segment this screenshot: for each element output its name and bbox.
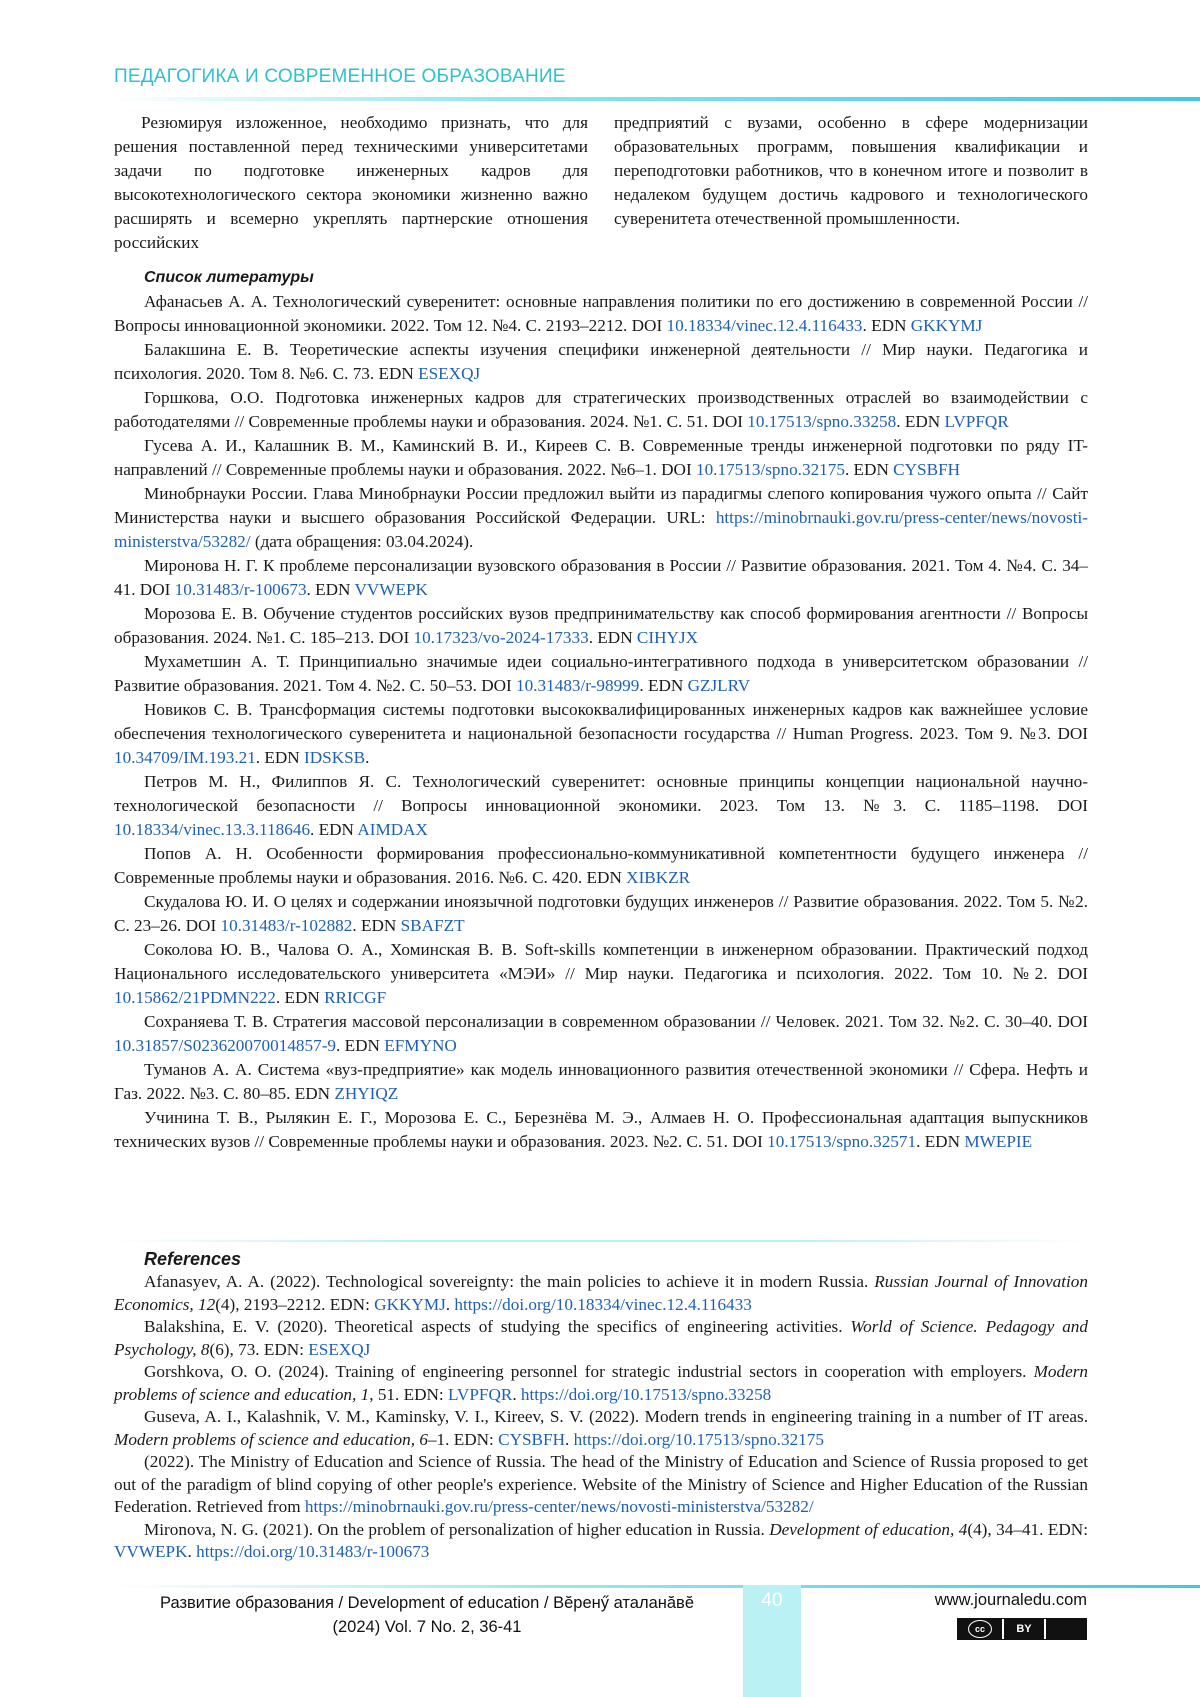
edn-link[interactable]: ZHYIQZ [334, 1084, 398, 1103]
reference-source: Russian Journal of Innovation Economics, 12 [114, 1272, 1088, 1314]
reference-text: Гусева А. И., Калашник В. М., Каминский В. И., Киреев С. В. Современные тренды инженерной подготовки по ряду IT-направлений // Современные проблемы науки и образования. 2022. №6–1. DOI [114, 436, 1088, 479]
reference-separator: . [512, 1385, 521, 1404]
reference-source: World of Science. Pedagogy and Psychology, 8 [114, 1317, 1088, 1359]
reference-text: Миронова Н. Г. К проблеме персонализации вузовского образования в России // Развитие образования. 2021. Том 4. №4. С. 34–41. DOI [114, 556, 1088, 599]
doi-link[interactable]: 10.31483/r-98999 [516, 676, 639, 695]
reference-item [114, 386, 1088, 434]
reference-separator: . EDN [336, 1036, 384, 1055]
edn-link[interactable]: GKKYMJ [911, 316, 983, 335]
doi-link[interactable]: 10.18334/vinec.13.3.118646 [114, 820, 310, 839]
references-ru-heading: Список литературы [144, 266, 1088, 290]
edn-link[interactable]: GZJLRV [688, 676, 751, 695]
references-ru-section [114, 266, 1088, 1154]
reference-item [114, 338, 1088, 386]
edn-link[interactable]: ESEXQJ [418, 364, 480, 383]
reference-item [114, 1519, 1088, 1564]
reference-text: Минобрнауки России. Глава Минобрнауки России предложил выйти из парадигмы слепого копирования чужого опыта // Сайт Министерства науки и высшего образования Российской Федерации. URL: [114, 484, 1088, 527]
reference-details: (4), 34–41. EDN: [967, 1520, 1088, 1539]
reference-details: –1. EDN: [428, 1430, 498, 1449]
references-divider [114, 1240, 1088, 1242]
journal-issue: (2024) Vol. 7 No. 2, 36-41 [130, 1615, 724, 1639]
reference-text: Мухаметшин А. Т. Принципиально значимые идеи социально-интегративного подхода в университетском образовании // Развитие образования. 2021. Том 4. №2. С. 50–53. DOI [114, 652, 1088, 695]
doi-link[interactable]: 10.18334/vinec.12.4.116433 [666, 316, 862, 335]
reference-text: Соколова Ю. В., Чалова О. А., Хоминская В. В. Soft-skills компетенции в инженерном образовании. Практический подход Национального исследовательского университета «МЭИ» // Мир науки. Педагогика и психология. 2022. Том 10. №2. DOI [114, 940, 1088, 983]
reference-separator: . EDN [276, 988, 324, 1007]
reference-item [114, 554, 1088, 602]
doi-link[interactable]: https://minobrnauki.gov.ru/press-center/news/novosti-ministerstva/53282/ [305, 1497, 814, 1516]
reference-item [114, 770, 1088, 842]
reference-separator: . EDN [845, 460, 893, 479]
references-en-heading: References [144, 1247, 1088, 1271]
reference-separator: . EDN [256, 748, 304, 767]
edn-link[interactable]: CYSBFH [893, 460, 960, 479]
reference-item [114, 890, 1088, 938]
reference-separator: . EDN [352, 916, 400, 935]
reference-item [114, 938, 1088, 1010]
reference-text: Туманов А. А. Система «вуз-предприятие» как модель инновационного развития отечественной экономики // Сфера. Нефть и Газ. 2022. №3. С. 80–85. EDN [114, 1060, 1088, 1103]
journal-title: Развитие образования / Development of education / Вĕренӳ аталанăвĕ [130, 1591, 724, 1615]
running-header: ПЕДАГОГИКА И СОВРЕМЕННОЕ ОБРАЗОВАНИЕ [114, 66, 566, 88]
reference-separator: . EDN [863, 316, 911, 335]
reference-item [114, 482, 1088, 554]
reference-separator: . [446, 1295, 455, 1314]
edn-link[interactable]: CIHYJX [637, 628, 698, 647]
reference-item [114, 1058, 1088, 1106]
doi-link[interactable]: 10.17513/spno.32175 [696, 460, 845, 479]
doi-link[interactable]: 10.15862/21PDMN222 [114, 988, 276, 1007]
reference-separator: . EDN [639, 676, 687, 695]
reference-item [114, 434, 1088, 482]
doi-link[interactable]: https://doi.org/10.18334/vinec.12.4.116433 [454, 1295, 751, 1314]
reference-tail: . [365, 748, 369, 767]
reference-text: Балакшина Е. В. Теоретические аспекты изучения специфики инженерной деятельности // Мир науки. Педагогика и психология. 2020. Том 8. №6. С. 73. EDN [114, 340, 1088, 383]
intro-column-right [614, 111, 1088, 231]
edn-link[interactable]: GKKYMJ [374, 1295, 446, 1314]
reference-item [114, 1406, 1088, 1451]
reference-separator: . EDN [916, 1132, 964, 1151]
journal-website-link[interactable]: www.journaledu.com [880, 1591, 1087, 1610]
doi-link[interactable]: 10.17323/vo-2024-17333 [413, 628, 588, 647]
doi-link[interactable]: https://doi.org/10.17513/spno.33258 [521, 1385, 771, 1404]
reference-details: (4), 2193–2212. EDN: [215, 1295, 374, 1314]
reference-item [114, 1106, 1088, 1154]
reference-item [114, 842, 1088, 890]
reference-text: Скудалова Ю. И. О целях и содержании иноязычной подготовки будущих инженеров // Развитие образования. 2022. Том 5. №2. С. 23–26. DOI [114, 892, 1088, 935]
reference-item [114, 1361, 1088, 1406]
reference-source: Modern problems of science and education, 1 [114, 1362, 1088, 1404]
doi-link[interactable]: 10.17513/spno.33258 [747, 412, 896, 431]
edn-link[interactable]: MWEPIE [964, 1132, 1032, 1151]
reference-item [114, 650, 1088, 698]
reference-text: Mironova, N. G. (2021). On the problem of personalization of higher education in Russia. [144, 1520, 769, 1539]
reference-separator: . EDN [896, 412, 944, 431]
edn-link[interactable]: EFMYNO [384, 1036, 457, 1055]
reference-text: Сохраняева Т. В. Стратегия массовой персонализации в современном образовании // Человек. 2021. Том 32. №2. С. 30–40. DOI [144, 1012, 1088, 1031]
reference-item [114, 698, 1088, 770]
doi-link[interactable]: https://doi.org/10.31483/r-100673 [196, 1542, 429, 1561]
doi-link[interactable]: 10.31857/S023620070014857-9 [114, 1036, 336, 1055]
reference-text: Петров М. Н., Филиппов Я. С. Технологический суверенитет: основные принципы концепции национальной научно-технологической безопасности // Вопросы инновационной экономики. 2023. Том 13. №3. С. 1185–1198. DOI [114, 772, 1088, 815]
reference-item [114, 1010, 1088, 1058]
edn-link[interactable]: VVWEPK [114, 1542, 188, 1561]
references-en-section [114, 1247, 1088, 1564]
intro-column-left [114, 111, 588, 255]
intro-paragraph-right: предприятий с вузами, особенно в сфере модернизации образовательных программ, повышения квалификации и переподготовки работников, что в конечном итоге и позволит в недалеком будущем достичь кадрового и технологического суверенитета отечественной промышленности. [614, 111, 1088, 231]
reference-text: Афанасьев А. А. Технологический суверенитет: основные направления политики по его достижению в современной России // Вопросы инновационной экономики. 2022. Том 12. №4. С. 2193–2212. DOI [114, 292, 1088, 335]
reference-details: , 51. EDN: [369, 1385, 448, 1404]
reference-separator: . [188, 1542, 197, 1561]
footer-divider [114, 1585, 1200, 1588]
reference-separator: (дата обращения: 03.04.2024). [251, 532, 474, 551]
reference-source: Development of education, 4 [769, 1520, 967, 1539]
reference-text: Морозова Е. В. Обучение студентов российских вузов предпринимательству как способ формирования агентности // Вопросы образования. 2024. №1. С. 185–213. DOI [114, 604, 1088, 647]
page-number: 40 [743, 1590, 801, 1612]
edn-link[interactable]: SBAFZT [401, 916, 465, 935]
reference-text: Попов А. Н. Особенности формирования профессионально-коммуникативной компетентности будущего инженера // Современные проблемы науки и образования. 2016. №6. С. 420. EDN [114, 844, 1088, 887]
reference-item [114, 1316, 1088, 1361]
cc-icon: cc [958, 1619, 1002, 1639]
references-ru-list [114, 290, 1088, 1154]
references-en-list [114, 1271, 1088, 1564]
reference-separator: . EDN [307, 580, 355, 599]
edn-link[interactable]: IDSKSB [304, 748, 365, 767]
edn-link[interactable]: XIBKZR [626, 868, 690, 887]
reference-text: (2022). The Ministry of Education and Science of Russia. The head of the Ministry of Education and Science of Russia proposed to get out of the paradigm of blind copying of other people's experience. Website of the Ministry of Science and Higher Education of the Russian Federation. Retrieved from [114, 1452, 1088, 1516]
reference-item [114, 1271, 1088, 1316]
doi-link[interactable]: https://minobrnauki.gov.ru/press-center/news/novosti-ministerstva/53282/ [114, 508, 1088, 551]
doi-link[interactable]: 10.17513/spno.32571 [767, 1132, 916, 1151]
cc-by-license-icon[interactable] [957, 1618, 1087, 1640]
reference-separator: . EDN [589, 628, 637, 647]
doi-link[interactable]: 10.34709/IM.193.21 [114, 748, 256, 767]
reference-source: Modern problems of science and education, 6 [114, 1430, 428, 1449]
by-icon: BY [1004, 1619, 1044, 1639]
header-divider [114, 97, 1200, 101]
reference-text: Учинина Т. В., Рылякин Е. Г., Морозова Е. С., Березнёва М. Э., Алмаев Н. О. Профессиональная адаптация выпускников технических вузов // Современные проблемы науки и образования. 2023. №2. С. 51. DOI [114, 1108, 1088, 1151]
reference-item [114, 1451, 1088, 1519]
reference-separator: . EDN [310, 820, 357, 839]
reference-item [114, 602, 1088, 650]
reference-separator: . [565, 1430, 574, 1449]
doi-link[interactable]: 10.31483/r-102882 [220, 916, 352, 935]
reference-text: Новиков С. В. Трансформация системы подготовки высококвалифицированных инженерных кадров как важнейшее условие обеспечения технологического суверенитета и национальной безопасности государства // Human Progress. 2023. Том 9. №3. DOI [114, 700, 1088, 743]
doi-link[interactable]: https://doi.org/10.17513/spno.32175 [574, 1430, 824, 1449]
edn-link[interactable]: RRICGF [324, 988, 386, 1007]
intro-paragraph-left: Резюмируя изложенное, необходимо признать, что для решения поставленной перед техническими университетами задачи по подготовке инженерных кадров для высокотехнологического сектора экономики жизненно важно расширять и всемерно укреплять партнерские отношения российских [114, 111, 588, 255]
edn-link[interactable]: LVPFQR [944, 412, 1008, 431]
edn-link[interactable]: CYSBFH [498, 1430, 565, 1449]
reference-text: Gorshkova, O. O. (2024). Training of engineering personnel for strategic industrial sectors in cooperation with employers. [144, 1362, 1034, 1381]
reference-text: Balakshina, E. V. (2020). Theoretical aspects of studying the specifics of engineering activities. [144, 1317, 850, 1336]
reference-text: Afanasyev, A. A. (2022). Technological sovereignty: the main policies to achieve it in modern Russia. [144, 1272, 874, 1291]
edn-link[interactable]: ESEXQJ [308, 1340, 370, 1359]
edn-link[interactable]: LVPFQR [448, 1385, 512, 1404]
reference-item [114, 290, 1088, 338]
edn-link[interactable]: AIMDAX [357, 820, 428, 839]
footer-journal-info [130, 1591, 724, 1639]
doi-link[interactable]: 10.31483/r-100673 [175, 580, 307, 599]
edn-link[interactable]: VVWEPK [354, 580, 428, 599]
reference-text: Guseva, A. I., Kalashnik, V. M., Kaminsky, V. I., Kireev, S. V. (2022). Modern trends in engineering training in a number of IT areas. [144, 1407, 1088, 1426]
reference-text: Горшкова, О.О. Подготовка инженерных кадров для стратегических производственных отраслей во взаимодействии с работодателями // Современные проблемы науки и образования. 2024. №1. С. 51. DOI [114, 388, 1088, 431]
reference-details: (6), 73. EDN: [209, 1340, 308, 1359]
